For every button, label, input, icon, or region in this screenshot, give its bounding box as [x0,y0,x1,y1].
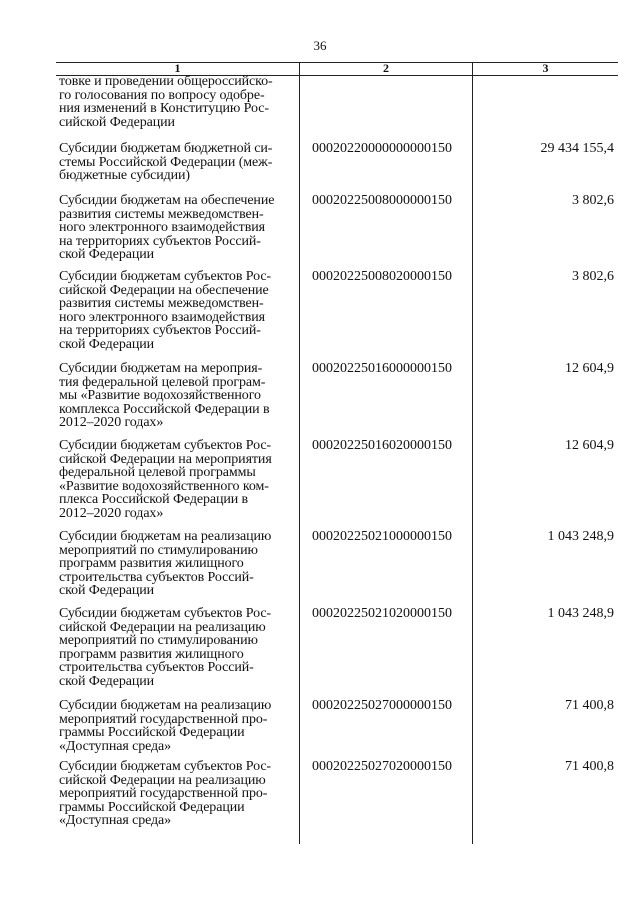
row-amount: 12 604,9 [565,361,614,376]
row-amount: 3 802,6 [572,269,614,284]
row-code: 00020225016020000150 [312,438,452,453]
row-description: Субсидии бюджетам субъектов Рос- сийской Федерации на мероприятия федеральной целевой программы «Развитие водохозяйственного ком- плекса Российской Федерации в 2012–2020 годах» [59,438,272,521]
row-description: Субсидии бюджетам субъектов Рос- сийской Федерации на обеспечение развития системы межведомствен- ного электронного взаимодействия на территориях субъектов Россий- ской Федерации [59,269,271,352]
row-code: 00020225021020000150 [312,606,452,621]
row-amount: 71 400,8 [565,759,614,774]
column-divider-1 [299,62,300,844]
row-code: 00020225016000000150 [312,361,452,376]
row-description: Субсидии бюджетам бюджетной си- стемы Российской Федерации (меж- бюджетные субсидии) [59,141,273,183]
column-divider-2 [472,62,473,844]
row-amount: 1 043 248,9 [547,529,614,544]
row-code: 00020225027020000150 [312,759,452,774]
row-amount: 12 604,9 [565,438,614,453]
row-code: 00020225008020000150 [312,269,452,284]
row-description: Субсидии бюджетам на обеспечение развития системы межведомствен- ного электронного взаимодействия на территориях субъектов Россий- ской Федерации [59,193,275,262]
row-code: 00020225027000000150 [312,698,452,713]
row-description: Субсидии бюджетам на мероприя- тия федеральной целевой програм- мы «Развитие водохозяйственного комплекса Российской Федерации в 2012–2020 годах» [59,361,270,430]
row-code: 00020220000000000150 [312,141,452,156]
row-code: 00020225021000000150 [312,529,452,544]
row-amount: 1 043 248,9 [547,606,614,621]
row-description: Субсидии бюджетам субъектов Рос- сийской Федерации на реализацию мероприятий по стимулированию программ развития жилищного строительства субъектов Россий- ской Федерации [59,606,271,689]
budget-table [56,62,618,905]
row-amount: 71 400,8 [565,698,614,713]
row-amount: 29 434 155,4 [540,141,614,156]
row-description: Субсидии бюджетам на реализацию мероприятий государственной про- граммы Российской Федерации «Доступная среда» [59,698,272,754]
row-description: Субсидии бюджетам на реализацию мероприятий по стимулированию программ развития жилищного строительства субъектов Россий- ской Федерации [59,529,272,598]
header-col-3: 3 [542,61,549,75]
row-code: 00020225008000000150 [312,193,452,208]
header-col-1: 1 [174,61,181,75]
row-description: товке и проведении общероссийско- го голосования по вопросу одобре- ния изменений в Конституцию Рос- сийской Федерации [59,74,273,130]
row-amount: 3 802,6 [572,193,614,208]
row-description: Субсидии бюджетам субъектов Рос- сийской Федерации на реализацию мероприятий государственной про- граммы Российской Федерации «Доступная среда» [59,759,271,828]
page-number: 36 [313,38,327,53]
header-col-2: 2 [383,61,389,75]
